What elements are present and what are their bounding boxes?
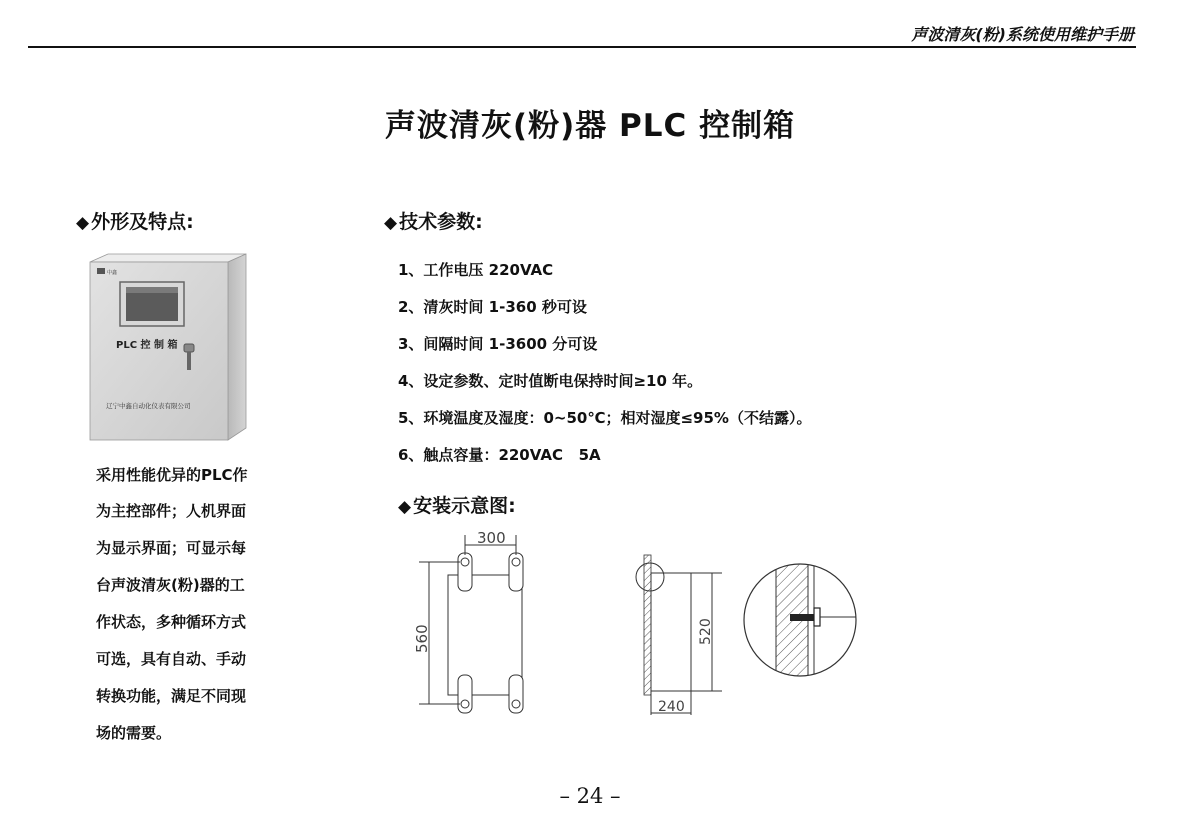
dim-height-label: 560 <box>413 624 431 653</box>
page-title: 声波清灰(粉)器 PLC 控制箱 <box>384 108 796 144</box>
dim-depth-label: 240 <box>658 699 685 715</box>
description-line: 采用性能优异的PLC作 <box>96 466 248 484</box>
install-heading: ◆ 安装示意图: <box>398 495 516 517</box>
description-line: 场的需要。 <box>96 724 172 742</box>
spec-item: 5、环境温度及湿度：0~50℃；相对湿度≤95%（不结露）。 <box>398 409 812 427</box>
detail-view-drawing <box>742 562 862 682</box>
company-text: 辽宁中鑫自动化仪表有限公司 <box>106 402 191 410</box>
side-view-drawing <box>630 545 740 720</box>
diamond-bullet-icon: ◆ <box>398 497 412 517</box>
dim-width-label: 300 <box>477 529 506 547</box>
front-view-drawing <box>405 525 545 715</box>
dim-side-height-label: 520 <box>698 618 714 645</box>
description-line: 可选，具有自动、手动 <box>96 650 247 668</box>
spec-item: 1、工作电压 220VAC <box>398 261 554 279</box>
header-rule <box>28 46 1136 48</box>
description-line: 为主控部件；人机界面 <box>96 502 247 520</box>
diamond-bullet-icon: ◆ <box>76 213 90 233</box>
panel-label: PLC 控 制 箱 <box>116 340 178 351</box>
header-title: 声波清灰(粉)系统使用维护手册 <box>911 25 1134 44</box>
description-line: 为显示界面；可显示每 <box>96 539 247 557</box>
page-number: – 24 – <box>559 784 621 808</box>
appearance-heading: ◆ 外形及特点: <box>76 211 194 233</box>
spec-item: 4、设定参数、定时值断电保持时间≥10 年。 <box>398 372 703 390</box>
spec-item: 3、间隔时间 1-3600 分可设 <box>398 335 598 353</box>
spec-item: 6、触点容量：220VAC 5A <box>398 446 601 464</box>
description-line: 台声波清灰(粉)器的工 <box>96 576 245 594</box>
control-box-photo <box>88 252 250 452</box>
diamond-bullet-icon: ◆ <box>384 213 398 233</box>
brand-text: 中鑫 <box>107 270 118 276</box>
spec-item: 2、清灰时间 1-360 秒可设 <box>398 298 587 316</box>
brand-logo-icon <box>97 268 105 274</box>
description-line: 转换功能，满足不同现 <box>96 687 247 705</box>
description-line: 作状态，多种循环方式 <box>96 613 247 631</box>
specs-heading: ◆ 技术参数: <box>384 211 483 233</box>
